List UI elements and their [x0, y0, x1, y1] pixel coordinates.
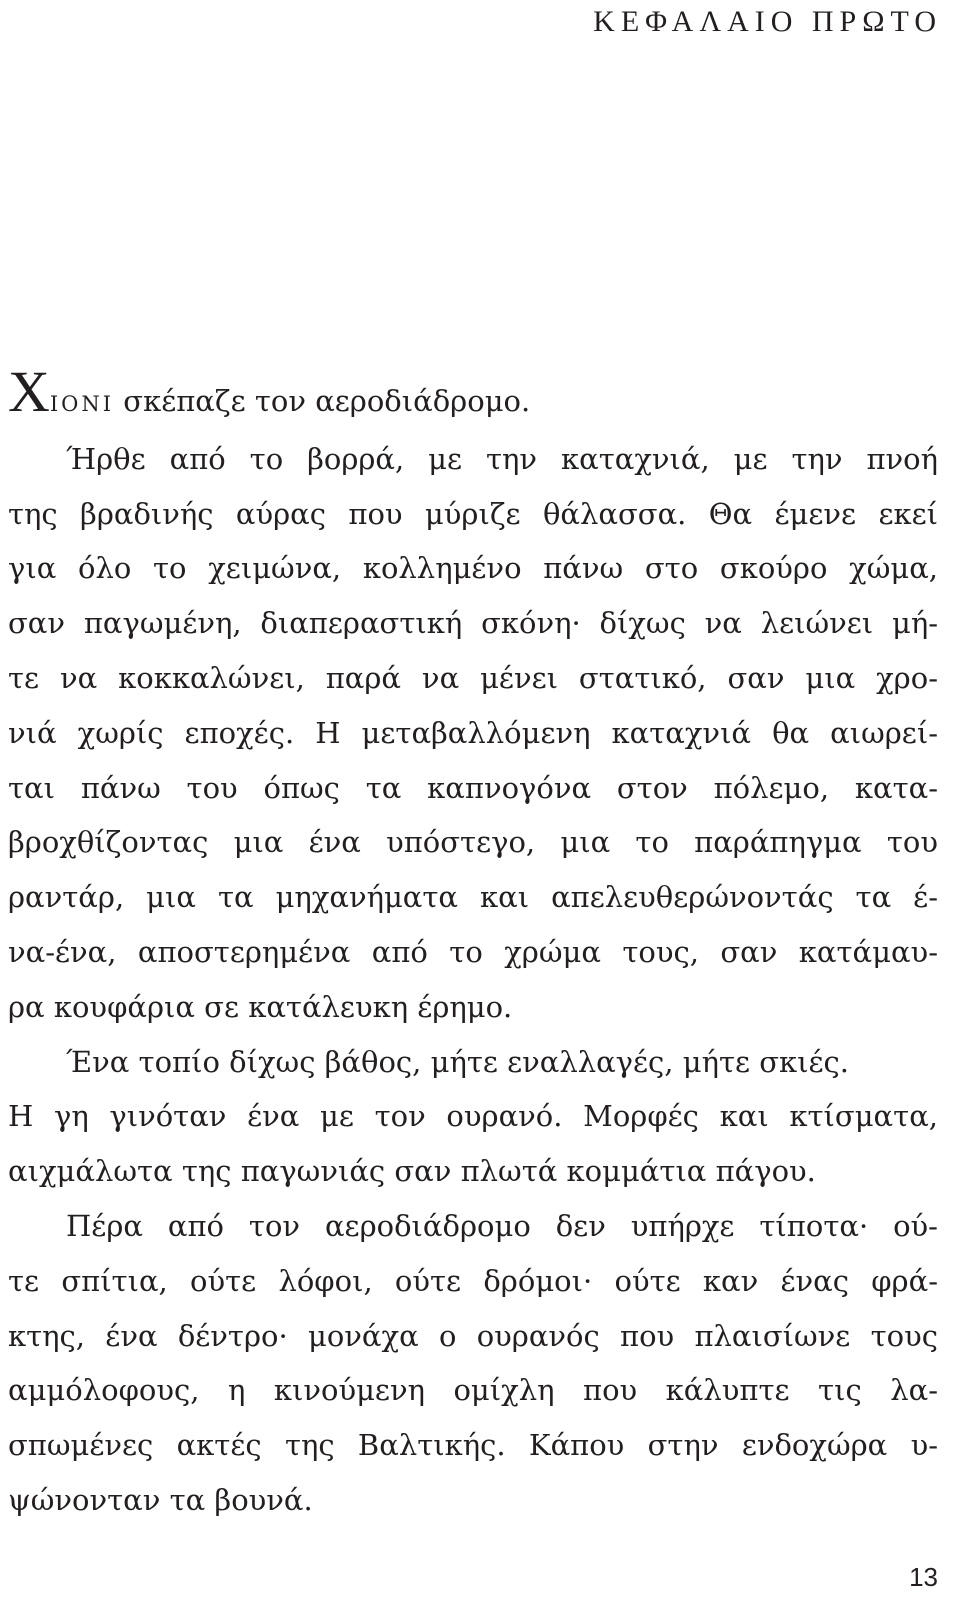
paragraph-2-line-3: αιχμάλωτα της παγωνιάς σαν πλωτά κομμάτια πάγου.	[8, 1154, 816, 1189]
paragraph-2-line-1: Ένα τοπίο δίχως βάθος, μήτε εναλλαγές, μήτε σκιές.	[66, 1044, 849, 1079]
paragraph-1-line-9: ραντάρ, μια τα μηχανήματα και απελευθερώνοντάς τα έ-	[8, 880, 938, 915]
paragraph-1-line-11: ρα κουφάρια σε κατάλευκη έρημο.	[8, 989, 513, 1024]
paragraph-1-line-4: σαν παγωμένη, διαπεραστική σκόνη· δίχως να λειώνει μή-	[8, 606, 938, 641]
paragraph-1-line-2: της βραδινής αύρας που μύριζε θάλασσα. Θα έμενε εκεί	[8, 496, 938, 531]
small-caps-word: ΙΟΝΙ	[49, 392, 115, 416]
opening-line	[8, 359, 938, 432]
paragraph-3-line-3: κτης, ένα δέντρο· μονάχα ο ουρανός που πλαισίωνε τους	[8, 1318, 938, 1353]
paragraph-1-line-8: βροχθίζοντας μια ένα υπόστεγο, μια το παράπηγμα του	[8, 825, 938, 860]
page-number: 13	[909, 1562, 938, 1592]
opening-rest: σκέπαζε τον αεροδιάδρομο.	[114, 384, 531, 418]
paragraph-3-line-5: σπωμένες ακτές της Βαλτικής. Κάπου στην ενδοχώρα υ-	[8, 1428, 938, 1463]
paragraph-2-line-2: Η γη γινόταν ένα με τον ουρανό. Μορφές και κτίσματα,	[8, 1099, 938, 1134]
paragraph-1-line-7: ται πάνω του όπως τα καπνογόνα στον πόλεμο, κατα-	[8, 770, 938, 805]
paragraph-3-line-2: τε σπίτια, ούτε λόφοι, ούτε δρόμοι· ούτε καν ένας φρά-	[8, 1263, 938, 1298]
paragraph-1-line-5: τε να κοκκαλώνει, παρά να μένει στατικό, σαν μια χρο-	[8, 660, 938, 695]
paragraph-3-line-4: αμμόλοφους, η κινούμενη ομίχλη που κάλυπτε τις λα-	[8, 1373, 938, 1408]
paragraph-1-line-10: να-ένα, αποστερημένα από το χρώμα τους, σαν κατάμαυ-	[8, 934, 938, 969]
paragraph-3-line-1: Πέρα από τον αεροδιάδρομο δεν υπήρχε τίποτα· ού-	[66, 1208, 938, 1243]
running-head: ΚΕΦΑΛΑΙΟ ΠΡΩΤΟ	[593, 5, 942, 38]
paragraph-1-line-3: για όλο το χειμώνα, κολλημένο πάνω στο σκούρο χώμα,	[8, 551, 938, 586]
paragraph-1-line-1: Ήρθε από το βορρά, με την καταχνιά, με την πνοή	[66, 441, 938, 476]
paragraph-3-line-6: ψώνονταν τα βουνά.	[8, 1482, 313, 1517]
paragraph-1-line-6: νιά χωρίς εποχές. Η μεταβαλλόμενη καταχνιά θα αιωρεί-	[8, 715, 938, 750]
body-text	[8, 359, 938, 1528]
drop-cap: Χ	[8, 359, 50, 424]
